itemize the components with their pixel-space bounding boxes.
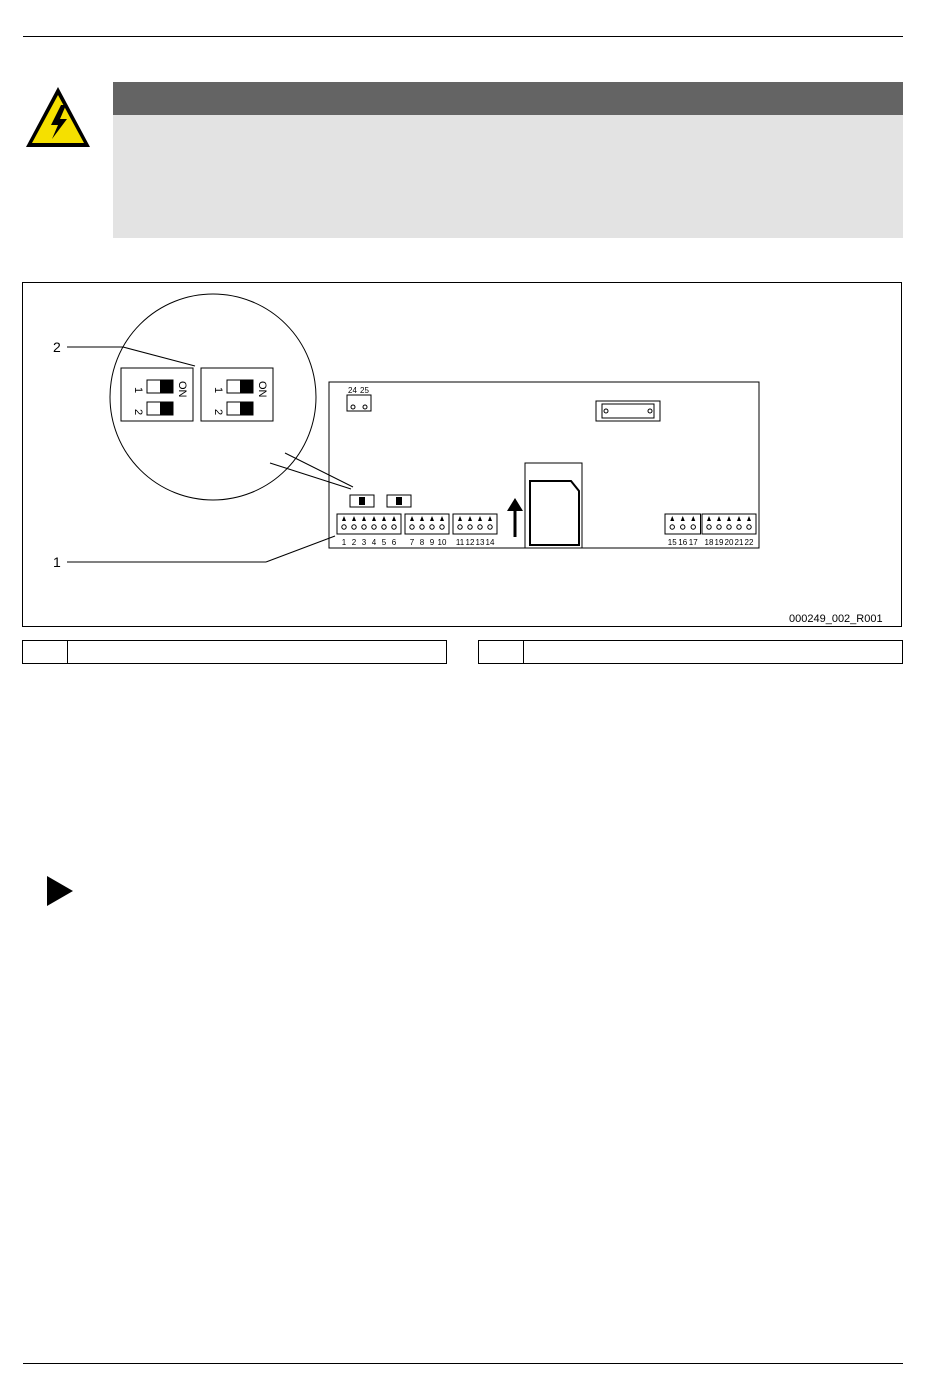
figure-id-label: 000249_002_R001 xyxy=(789,613,883,625)
dip-label-2: 2 xyxy=(212,409,224,416)
terminal-label: 14 xyxy=(485,538,495,547)
terminal-label: 5 xyxy=(381,538,387,547)
terminal-label: 13 xyxy=(475,538,485,547)
dip-on-label: ON xyxy=(176,381,188,398)
terminal-label: 12 xyxy=(465,538,475,547)
terminal-label: 11 xyxy=(455,538,465,547)
terminal-label: 15 xyxy=(667,538,677,547)
header-rule xyxy=(23,36,903,37)
callout-1: 1 xyxy=(53,554,61,570)
terminal-block-7-10 xyxy=(405,514,449,547)
terminal-block-housing xyxy=(337,514,401,534)
dip-label-1: 1 xyxy=(212,387,224,394)
terminal-label: 20 xyxy=(724,538,734,547)
terminal-label: 3 xyxy=(361,538,367,547)
circuit-board-figure xyxy=(22,282,902,627)
board-diagram xyxy=(23,283,901,626)
terminal-label: 18 xyxy=(704,538,714,547)
legend-number xyxy=(479,641,524,663)
terminal-block-11-14 xyxy=(453,514,497,547)
terminal-label: 25 xyxy=(360,386,369,395)
legend-text xyxy=(524,641,902,663)
terminal-label: 10 xyxy=(437,538,447,547)
terminal-label: 9 xyxy=(429,538,435,547)
terminal-label: 24 xyxy=(348,386,357,395)
terminal-label: 17 xyxy=(688,538,698,547)
warning-body xyxy=(113,115,903,238)
warning-header xyxy=(113,82,903,115)
terminal-block-1-6 xyxy=(337,514,401,547)
callout-2: 2 xyxy=(53,339,61,355)
dip-label-1: 1 xyxy=(132,387,144,394)
dip-on-label: ON xyxy=(256,381,268,398)
terminal-block-18-22 xyxy=(702,514,756,547)
terminal-label: 1 xyxy=(341,538,347,547)
legend-item-left xyxy=(22,640,447,664)
terminal-label: 19 xyxy=(714,538,724,547)
terminal-label: 8 xyxy=(419,538,425,547)
electrical-hazard-icon xyxy=(23,83,93,151)
dip-label-2: 2 xyxy=(132,409,144,416)
terminal-label: 4 xyxy=(371,538,377,547)
terminal-block-15-17 xyxy=(665,514,701,547)
terminal-label: 7 xyxy=(409,538,415,547)
legend-item-right xyxy=(478,640,903,664)
terminal-label: 22 xyxy=(744,538,754,547)
footer-rule xyxy=(23,1363,903,1364)
legend-number xyxy=(23,641,68,663)
terminal-label: 2 xyxy=(351,538,357,547)
terminal-label: 16 xyxy=(678,538,688,547)
terminal-label: 21 xyxy=(734,538,744,547)
action-arrow-icon xyxy=(47,876,73,906)
legend-text xyxy=(68,641,446,663)
terminal-label: 6 xyxy=(391,538,397,547)
